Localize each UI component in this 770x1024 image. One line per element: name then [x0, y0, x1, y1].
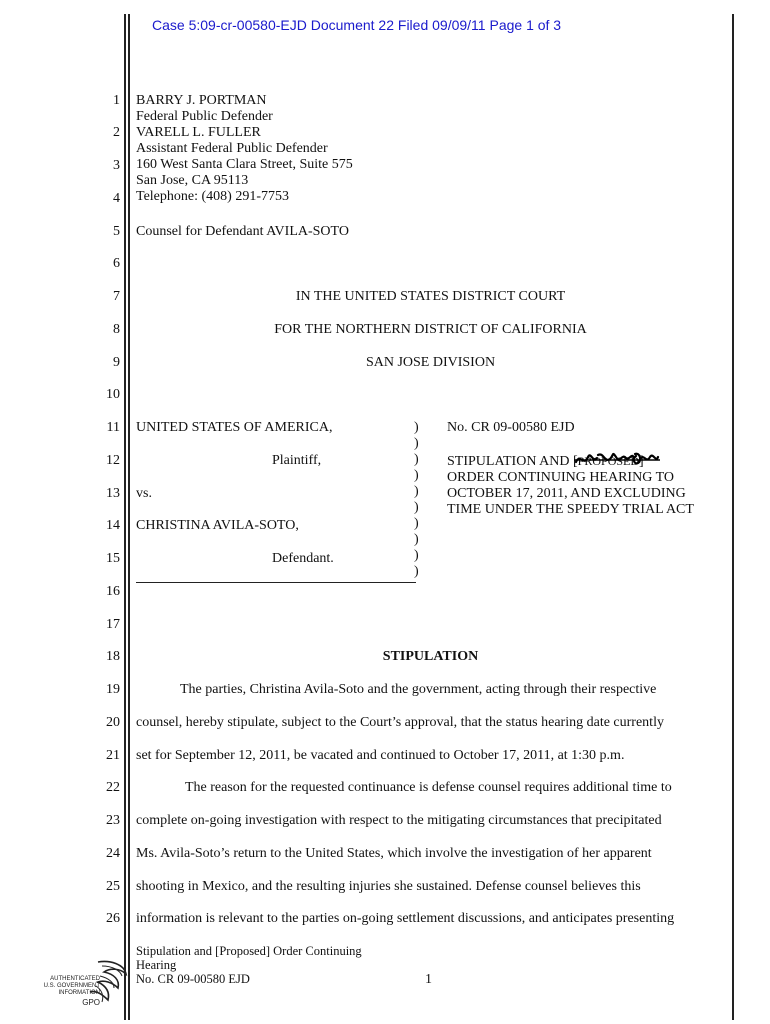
- line-number: 17: [106, 617, 120, 632]
- line-number: 14: [106, 518, 120, 533]
- footer-line-3: No. CR 09-00580 EJD: [136, 972, 250, 986]
- counsel-for: Counsel for Defendant AVILA-SOTO: [136, 224, 349, 239]
- paren: ): [414, 516, 419, 531]
- counsel-city: San Jose, CA 95113: [136, 173, 249, 188]
- ecf-header: Case 5:09-cr-00580-EJD Document 22 Filed 09/09/11 Page 1 of 3: [152, 17, 562, 33]
- line-number: 23: [106, 813, 120, 828]
- line-number: 3: [113, 158, 120, 173]
- footer-line-1: Stipulation and [Proposed] Order Continuing: [136, 944, 362, 958]
- seal-text: [42, 976, 100, 1007]
- paren: ): [414, 500, 419, 515]
- paragraph-2-line-1: The reason for the requested continuance is defense counsel requires additional time to: [185, 780, 672, 795]
- footer-line-2: Hearing: [136, 958, 177, 972]
- gpo-seal: [40, 958, 132, 1010]
- line-number: 22: [106, 780, 120, 795]
- counsel-phone: Telephone: (408) 291-7753: [136, 189, 289, 204]
- left-margin-rule-inner: [128, 14, 130, 1020]
- line-number: 24: [106, 846, 120, 861]
- line-number: 26: [106, 911, 120, 926]
- line-number: 20: [106, 715, 120, 730]
- struck-proposed: [578, 453, 639, 470]
- handwritten-strike-mark: [574, 449, 662, 471]
- paren: ): [414, 532, 419, 547]
- assistant-name: VARELL L. FULLER: [136, 125, 261, 140]
- line-number: 9: [113, 355, 120, 370]
- line-number: 15: [106, 551, 120, 566]
- line-number: 12: [106, 453, 120, 468]
- counsel-title: Federal Public Defender: [136, 109, 273, 124]
- paren: ): [414, 452, 419, 467]
- struck-proposed-text: PROPOSED: [577, 454, 640, 468]
- seal-line: U.S. GOVERNMENT: [43, 983, 100, 989]
- court-division: SAN JOSE DIVISION: [365, 355, 496, 370]
- versus: vs.: [136, 486, 152, 501]
- line-number: 8: [113, 322, 120, 337]
- paren: ): [414, 484, 419, 499]
- paren: ): [414, 436, 419, 451]
- line-number: 2: [113, 125, 120, 140]
- line-number: 4: [113, 191, 120, 206]
- paragraph-1-line-2: counsel, hereby stipulate, subject to the Court’s approval, that the status hearing date currently: [136, 715, 664, 730]
- paragraph-2-line-5: information is relevant to the parties on-going settlement discussions, and anticipates presenting: [136, 911, 675, 926]
- seal-line: AUTHENTICATED: [50, 976, 100, 982]
- court-district: FOR THE NORTHERN DISTRICT OF CALIFORNIA: [274, 322, 587, 337]
- line-number: 10: [106, 387, 120, 402]
- paren: ): [414, 564, 419, 579]
- paragraph-2-line-4: shooting in Mexico, and the resulting injuries she sustained. Defense counsel believes this: [136, 879, 641, 894]
- doc-title-part: ]: [639, 454, 644, 469]
- paragraph-2-line-3: Ms. Avila-Soto’s return to the United States, which involve the investigation of her apparent: [136, 846, 652, 861]
- page-number: 1: [425, 972, 432, 987]
- line-number: 11: [106, 420, 120, 435]
- plaintiff-label: Plaintiff,: [272, 453, 322, 468]
- doc-title-line-2: ORDER CONTINUING HEARING TO: [447, 470, 674, 485]
- case-number: No. CR 09-00580 EJD: [447, 420, 575, 435]
- section-heading: STIPULATION: [382, 649, 479, 664]
- counsel-street: 160 West Santa Clara Street, Suite 575: [136, 157, 353, 172]
- line-number: 6: [113, 256, 120, 271]
- left-margin-rule-outer: [124, 14, 126, 1020]
- paragraph-2-line-2: complete on-going investigation with respect to the mitigating circumstances that precipitated: [136, 813, 662, 828]
- line-number: 21: [106, 748, 120, 763]
- right-margin-rule: [732, 14, 734, 1020]
- counsel-block: [136, 93, 353, 205]
- line-number: 19: [106, 682, 120, 697]
- paren: ): [414, 420, 419, 435]
- caption-parens: [414, 420, 419, 580]
- caption-underline: [136, 582, 416, 583]
- line-number: 5: [113, 224, 120, 239]
- footer-caption: [136, 944, 362, 986]
- defendant-label: Defendant.: [272, 551, 334, 566]
- seal-line: GPO: [82, 998, 100, 1007]
- line-number: 1: [113, 93, 120, 108]
- line-number: 25: [106, 879, 120, 894]
- seal-line: INFORMATION: [58, 990, 100, 996]
- defendant-name: CHRISTINA AVILA-SOTO,: [136, 518, 299, 533]
- line-number: 18: [106, 649, 120, 664]
- paren: ): [414, 468, 419, 483]
- court-name: IN THE UNITED STATES DISTRICT COURT: [295, 289, 566, 304]
- doc-title-line-4: TIME UNDER THE SPEEDY TRIAL ACT: [447, 502, 694, 517]
- line-number: 13: [106, 486, 120, 501]
- doc-title-line-3: OCTOBER 17, 2011, AND EXCLUDING: [447, 486, 686, 501]
- doc-title-part: STIPULATION AND [: [447, 454, 578, 469]
- counsel-name: BARRY J. PORTMAN: [136, 93, 267, 108]
- paren: ): [414, 548, 419, 563]
- line-number: 16: [106, 584, 120, 599]
- paragraph-1-line-3: set for September 12, 2011, be vacated and continued to October 17, 2011, at 1:30 p.m.: [136, 748, 625, 763]
- assistant-title: Assistant Federal Public Defender: [136, 141, 328, 156]
- plaintiff-name: UNITED STATES OF AMERICA,: [136, 420, 333, 435]
- line-number: 7: [113, 289, 120, 304]
- paragraph-1-line-1: The parties, Christina Avila-Soto and the government, acting through their respective: [180, 682, 657, 697]
- document-title: [447, 453, 694, 518]
